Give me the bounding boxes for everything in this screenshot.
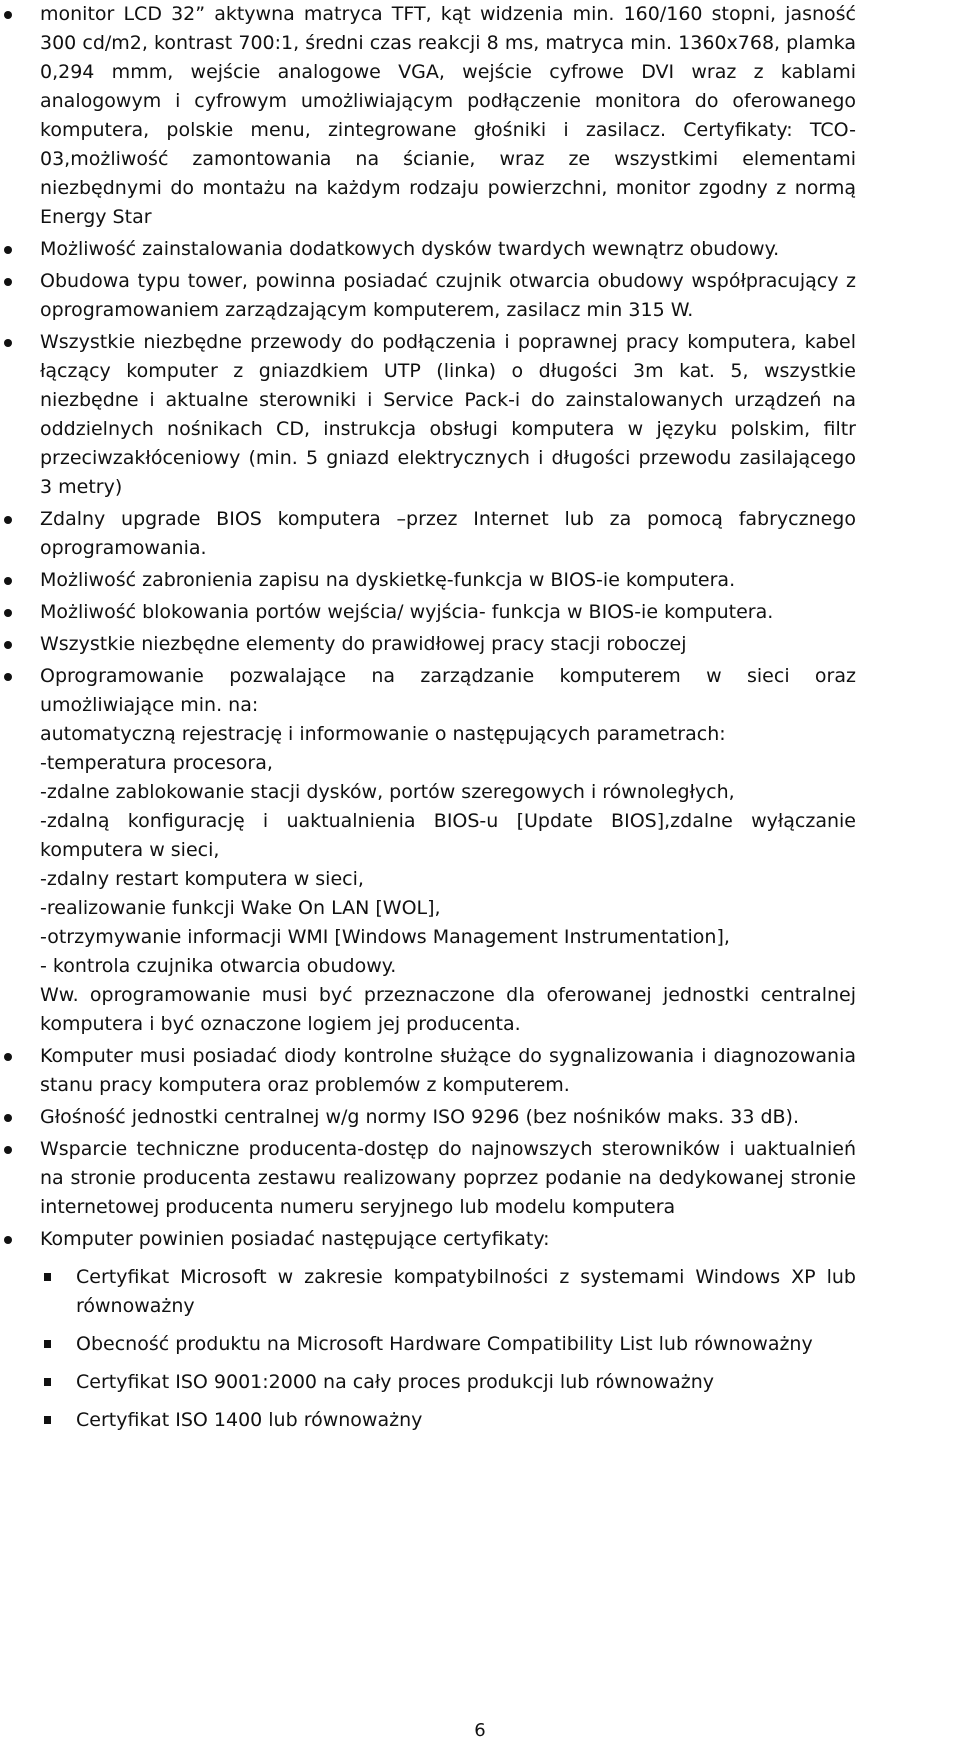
list-item bbox=[0, 1103, 856, 1132]
square-bullet-icon bbox=[44, 1340, 51, 1348]
list-item bbox=[0, 1135, 856, 1222]
sub-list-item bbox=[0, 1330, 856, 1359]
detail-line: automatyczną rejestrację i informowanie o następujących parametrach: bbox=[40, 723, 726, 745]
bullet-icon bbox=[4, 516, 12, 524]
sub-item-text: Obecność produktu na Microsoft Hardware Compatibility List lub równoważny bbox=[76, 1333, 813, 1355]
list-item bbox=[0, 630, 856, 659]
item-text: Głośność jednostki centralnej w/g normy ISO 9296 (bez nośników maks. 33 dB). bbox=[40, 1106, 799, 1128]
item-text: Komputer powinien posiadać następujące certyfikaty: bbox=[40, 1228, 550, 1250]
detail-line: -zdalne zablokowanie stacji dysków, portów szeregowych i równoległych, bbox=[40, 781, 735, 803]
bullet-icon bbox=[4, 339, 12, 347]
bullet-icon bbox=[4, 246, 12, 254]
list-item bbox=[0, 598, 856, 627]
sub-item-text: Certyfikat ISO 9001:2000 na cały proces produkcji lub równoważny bbox=[76, 1371, 715, 1393]
item-text: Wsparcie techniczne producenta-dostęp do najnowszych sterowników i uaktualnień na stronie producenta zestawu realizowany poprzez podanie na dedykowanej stronie internetowej producenta numeru seryjnego lub modelu komputera bbox=[40, 1138, 856, 1218]
square-bullet-icon bbox=[44, 1416, 51, 1424]
item-text: Komputer musi posiadać diody kontrolne służące do sygnalizowania i diagnozowania stanu pracy komputera oraz problemów z komputerem. bbox=[40, 1045, 856, 1096]
page-number: 6 bbox=[474, 1720, 486, 1741]
list-item-management-software bbox=[0, 662, 856, 1039]
list-item-certificates bbox=[0, 1225, 856, 1254]
sub-list-item bbox=[0, 1263, 856, 1321]
sub-item-text: Certyfikat Microsoft w zakresie kompatybilności z systemami Windows XP lub równoważny bbox=[76, 1266, 856, 1317]
list-item bbox=[0, 566, 856, 595]
list-item bbox=[0, 267, 856, 325]
item-text: Wszystkie niezbędne elementy do prawidłowej pracy stacji roboczej bbox=[40, 633, 687, 655]
item-text: Oprogramowanie pozwalające na zarządzanie komputerem w sieci oraz umożliwiające min. na: bbox=[40, 665, 856, 716]
detail-line: - kontrola czujnika otwarcia obudowy. bbox=[40, 955, 397, 977]
sub-list-item bbox=[0, 1368, 856, 1397]
detail-line: -zdalną konfigurację i uaktualnienia BIOS-u [Update BIOS],zdalne wyłączanie komputera w sieci, bbox=[40, 810, 856, 861]
detail-line: Ww. oprogramowanie musi być przeznaczone dla oferowanej jednostki centralnej komputera i być oznaczone logiem jej producenta. bbox=[40, 984, 856, 1035]
bullet-icon bbox=[4, 278, 12, 286]
item-text: Możliwość blokowania portów wejścia/ wyjścia- funkcja w BIOS-ie komputera. bbox=[40, 601, 774, 623]
detail-line: -otrzymywanie informacji WMI [Windows Management Instrumentation], bbox=[40, 926, 730, 948]
item-text: Obudowa typu tower, powinna posiadać czujnik otwarcia obudowy współpracujący z oprogramowaniem zarządzającym komputerem, zasilacz min 315 W. bbox=[40, 270, 856, 321]
list-item bbox=[0, 235, 856, 264]
bullet-icon bbox=[4, 1236, 12, 1244]
detail-line: -temperatura procesora, bbox=[40, 752, 273, 774]
bullet-icon bbox=[4, 577, 12, 585]
bullet-icon bbox=[4, 1146, 12, 1154]
sub-list-item bbox=[0, 1406, 856, 1435]
certificate-sublist bbox=[0, 1263, 856, 1444]
bullet-icon bbox=[4, 673, 12, 681]
list-item bbox=[0, 0, 856, 232]
item-text: Możliwość zainstalowania dodatkowych dysków twardych wewnątrz obudowy. bbox=[40, 238, 780, 260]
item-text: Wszystkie niezbędne przewody do podłączenia i poprawnej pracy komputera, kabel łączący komputer z gniazdkiem UTP (linka) o długości 3m kat. 5, wszystkie niezbędne i aktualne sterowniki i Service Pack-i do zainstalowanych urządzeń na oddzielnych nośnikach CD, instrukcja obsługi komputera w języku polskim, filtr przeciwzakłóceniowy (min. 5 gniazd elektrycznych i długości przewodu zasilającego 3 metry) bbox=[40, 331, 856, 498]
square-bullet-icon bbox=[44, 1273, 51, 1281]
bullet-icon bbox=[4, 11, 12, 19]
list-item bbox=[0, 505, 856, 563]
list-item bbox=[0, 328, 856, 502]
item-text: monitor LCD 32” aktywna matryca TFT, kąt widzenia min. 160/160 stopni, jasność 300 cd/m2, kontrast 700:1, średni czas reakcji 8 ms, matryca min. 1360x768, plamka 0,294 mmm, wejście analogowe VGA, wejście cyfrowe DVI wraz z kablami analogowym i cyfrowym umożliwiającym podłączenie monitora do oferowanego komputera, polskie menu, zintegrowane głośniki i zasilacz. Certyfikaty: TCO-03,możliwość zamontowania na ścianie, wraz ze wszystkimi elementami niezbędnymi do montażu na każdym rodzaju powierzchni, monitor zgodny z normą Energy Star bbox=[40, 3, 856, 228]
list-item bbox=[0, 1042, 856, 1100]
bullet-icon bbox=[4, 641, 12, 649]
bullet-icon bbox=[4, 1053, 12, 1061]
detail-line: -zdalny restart komputera w sieci, bbox=[40, 868, 364, 890]
management-details bbox=[40, 720, 856, 1039]
bullet-icon bbox=[4, 609, 12, 617]
sub-item-text: Certyfikat ISO 1400 lub równoważny bbox=[76, 1409, 423, 1431]
item-text: Możliwość zabronienia zapisu na dyskietkę-funkcja w BIOS-ie komputera. bbox=[40, 569, 736, 591]
detail-line: -realizowanie funkcji Wake On LAN [WOL], bbox=[40, 897, 441, 919]
item-text: Zdalny upgrade BIOS komputera –przez Internet lub za pomocą fabrycznego oprogramowania. bbox=[40, 508, 856, 559]
square-bullet-icon bbox=[44, 1378, 51, 1386]
bullet-icon bbox=[4, 1114, 12, 1122]
